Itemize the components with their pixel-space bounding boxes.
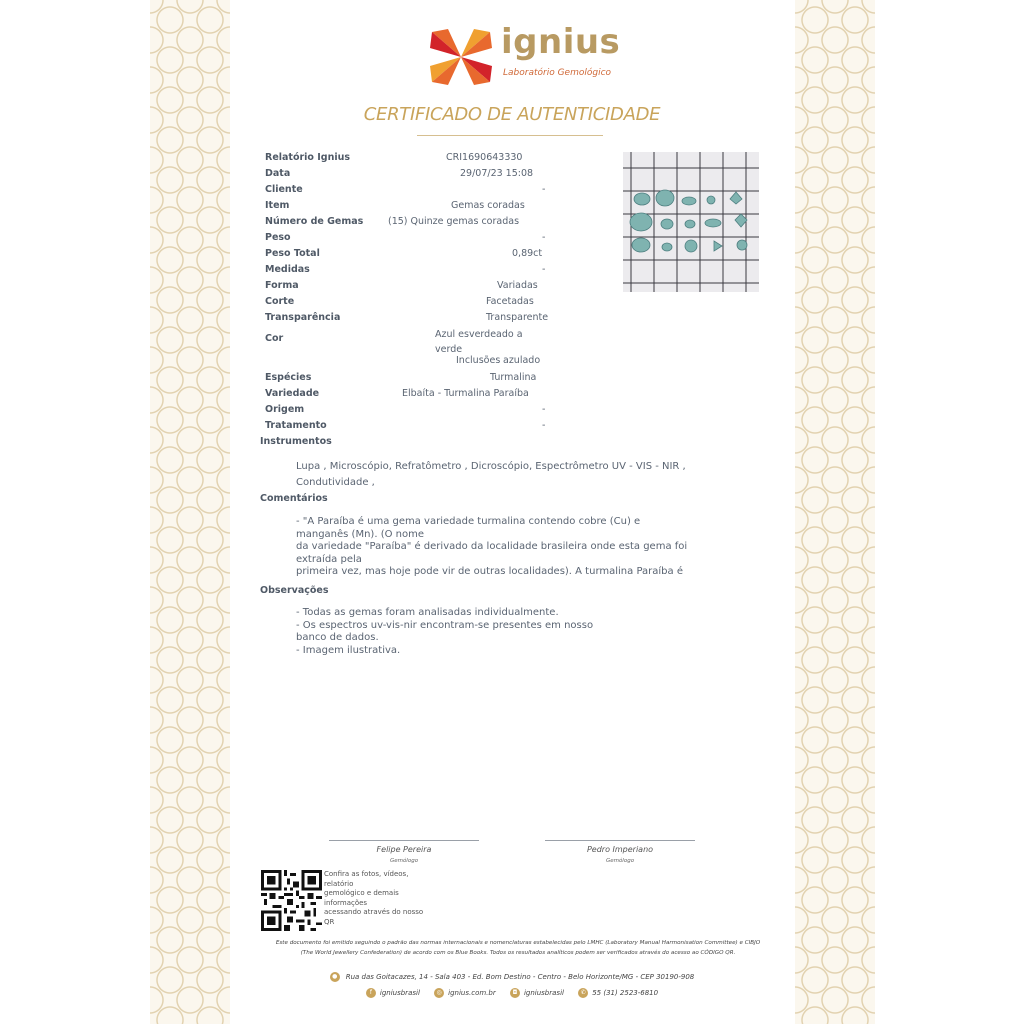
field-value: Gemas coradas (451, 200, 525, 211)
qr-code[interactable] (261, 870, 322, 931)
qr-caption-line: gemológico e demais (324, 889, 399, 897)
brand-name: ignius (501, 22, 621, 62)
decorative-border-right (795, 0, 875, 1024)
field-value: - (542, 404, 546, 415)
disclaimer-line: (The World Jewellery Confederation) de acordo com os Blue Books. Todos os resultados analíticos podem ser verificados através do acesso ao CÓDIGO QR. (300, 950, 736, 956)
gem-photo (623, 152, 759, 292)
instagram-icon: ◘ (510, 988, 520, 998)
field-label: Relatório Ignius (265, 152, 351, 163)
field-value: CRI1690643330 (446, 152, 523, 163)
field-value: - (542, 420, 546, 431)
observation-line: banco de dados. (296, 632, 379, 643)
field-label: Tratamento (265, 420, 327, 431)
field-label: Forma (265, 280, 299, 291)
field-label: Medidas (265, 264, 310, 275)
address-text: Rua das Goitacazes, 14 - Sala 403 - Ed. Bom Destino - Centro - Belo Horizonte/MG - CEP 30190-908 (345, 973, 695, 981)
field-value: (15) Quinze gemas coradas (388, 216, 520, 227)
ignius-logo-icon (428, 26, 494, 88)
social-text: igniusbrasil (523, 989, 564, 997)
social-whatsapp[interactable] (578, 988, 658, 998)
whatsapp-icon: ✆ (578, 988, 588, 998)
field-label: Origem (265, 404, 305, 415)
qr-caption-line: acessando através do nosso (324, 908, 424, 916)
signature-line-2 (545, 840, 695, 841)
title-divider (417, 135, 603, 136)
signature-name-2: Pedro Imperiano (586, 845, 654, 854)
observations-label: Observações (260, 585, 329, 596)
social-text: ignius.com.br (448, 989, 496, 997)
field-label: Item (265, 200, 290, 211)
field-value: 0,89ct (512, 248, 543, 259)
field-label: Número de Gemas (265, 216, 364, 227)
comments-label: Comentários (260, 493, 328, 504)
brand-subtitle: Laboratório Gemológico (503, 68, 612, 78)
field-value: 29/07/23 15:08 (460, 168, 534, 179)
field-value: Facetadas (486, 296, 534, 307)
decorative-border-left (150, 0, 230, 1024)
signature-role-2: Gemólogo (605, 858, 635, 864)
signature-name-1: Felipe Pereira (376, 845, 432, 854)
color-value-line1: Azul esverdeado a (435, 329, 523, 340)
comment-line: primeira vez, mas hoje pode vir de outras localidades). A turmalina Paraíba é (296, 566, 683, 577)
social-links (0, 988, 1024, 998)
facebook-icon: f (366, 988, 376, 998)
inclusions-overlap-b: azulado (503, 355, 541, 366)
field-label: Peso (265, 232, 291, 243)
field-value: - (542, 184, 546, 195)
comment-line: - "A Paraíba é uma gema variedade turmalina contendo cobre (Cu) e (296, 516, 641, 527)
qr-caption-line: informações (324, 898, 368, 907)
inclusions-overlap-a: Inclusões (456, 355, 501, 366)
address-line (0, 972, 1024, 982)
social-text: igniusbrasil (379, 989, 420, 997)
observation-line: - Imagem ilustrativa. (296, 644, 401, 656)
observations-text (296, 607, 593, 657)
comments-text (296, 516, 687, 579)
qr-caption-line: relatório (324, 879, 354, 888)
disclaimer-line: Este documento foi emitido seguindo o padrão das normas internacionais e nomenclaturas estabelecidas pelo LMHC (Laboratory Manual Harmonisation Committee) e CIBJO (275, 940, 761, 946)
field-label: Transparência (265, 312, 341, 323)
field-label: Cor (265, 333, 284, 344)
field-label: Corte (265, 296, 295, 307)
comment-line: da variedade "Paraíba" é derivado da localidade brasileira onde esta gema foi (296, 541, 688, 552)
social-website[interactable] (434, 988, 496, 998)
location-pin-icon: ● (330, 972, 340, 982)
instruments-line: Condutividade , (296, 477, 375, 488)
color-value (435, 327, 523, 357)
field-label: Variedade (265, 388, 320, 399)
qr-caption-line: QR (324, 917, 335, 926)
qr-caption (324, 870, 434, 927)
field-value: Elbaíta - Turmalina Paraíba (402, 388, 529, 399)
field-value: Variadas (497, 280, 538, 291)
comment-line: extraída pela (296, 553, 362, 565)
instruments-label: Instrumentos (260, 436, 332, 447)
field-label: Data (265, 168, 291, 179)
instruments-text (296, 459, 686, 491)
instruments-line: Lupa , Microscópio, Refratômetro , Dicroscópio, Espectrômetro UV - VIS - NIR , (296, 461, 686, 472)
disclaimer (258, 938, 778, 958)
field-label: Cliente (265, 184, 303, 195)
social-instagram[interactable] (510, 988, 564, 998)
observation-line: - Todas as gemas foram analisadas individualmente. (296, 607, 559, 618)
color-value-line2: verde (435, 344, 463, 355)
qr-caption-line: Confira as fotos, vídeos, (324, 870, 409, 878)
social-text: 55 (31) 2523-6810 (592, 989, 659, 997)
field-value: Transparente (486, 312, 549, 323)
signature-line-1 (329, 840, 479, 841)
field-label: Peso Total (265, 248, 320, 259)
field-label: Espécies (265, 372, 312, 383)
gem-grid-image (623, 152, 759, 292)
signature-role-1: Gemólogo (389, 858, 419, 864)
globe-icon: ◎ (434, 988, 444, 998)
certificate-title: CERTIFICADO DE AUTENTICIDADE (363, 104, 661, 125)
observation-line: - Os espectros uv-vis-nir encontram-se presentes em nosso (296, 619, 594, 631)
comment-line: manganês (Mn). (O nome (296, 528, 424, 540)
social-facebook[interactable] (366, 988, 420, 998)
field-value: - (542, 264, 546, 275)
field-value: Turmalina (490, 372, 537, 383)
field-value: - (542, 232, 546, 243)
